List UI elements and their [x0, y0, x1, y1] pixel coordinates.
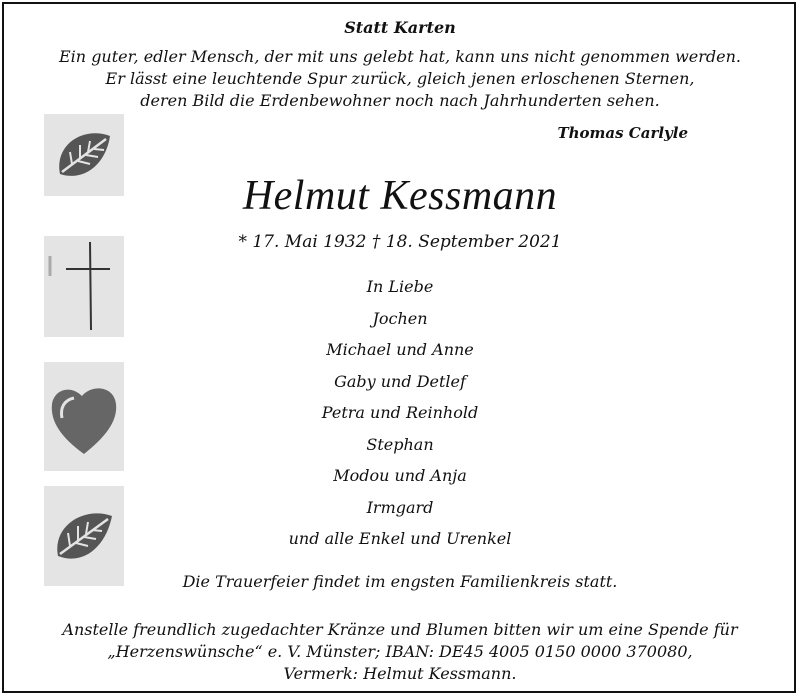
quote-line: Er lässt eine leuchtende Spur zurück, gleich jenen erloschenen Sternen, — [105, 69, 695, 88]
life-dates: * 17. Mai 1932 † 18. September 2021 — [238, 232, 562, 252]
mourner-line: Petra und Reinhold — [321, 403, 479, 422]
mourner-line: Michael und Anne — [326, 340, 474, 359]
deceased-name: Helmut Kessmann — [242, 173, 558, 219]
quote-line: deren Bild die Erdenbewohner noch nach Jahrhunderten sehen. — [140, 91, 660, 110]
mourner-line: Irmgard — [366, 497, 434, 517]
mourners-list — [0, 271, 800, 555]
header-statt-karten: Statt Karten — [344, 18, 456, 37]
mourner-line: Gaby und Detlef — [334, 371, 466, 391]
mourner-line: In Liebe — [366, 277, 434, 296]
donation-line: Anstelle freundlich zugedachter Kränze und Blumen bitten wir um eine Spende für — [62, 620, 738, 639]
mourner-line: und alle Enkel und Urenkel — [288, 529, 512, 548]
donation-line: „Herzenswünsche“ e. V. Münster; IBAN: DE45 4005 0150 0000 370080, — [107, 642, 693, 661]
quote — [0, 46, 800, 112]
quote-author: Thomas Carlyle — [557, 124, 688, 142]
mourner-line: Modou und Anja — [333, 466, 467, 485]
funeral-note: Die Trauerfeier findet im engsten Familienkreis statt. — [182, 572, 618, 591]
donation-request — [0, 619, 800, 685]
donation-line: Vermerk: Helmut Kessmann. — [283, 664, 517, 683]
quote-line: Ein guter, edler Mensch, der mit uns gelebt hat, kann uns nicht genommen werden. — [59, 47, 741, 66]
mourner-line: Jochen — [372, 308, 428, 328]
mourner-line: Stephan — [366, 434, 434, 454]
